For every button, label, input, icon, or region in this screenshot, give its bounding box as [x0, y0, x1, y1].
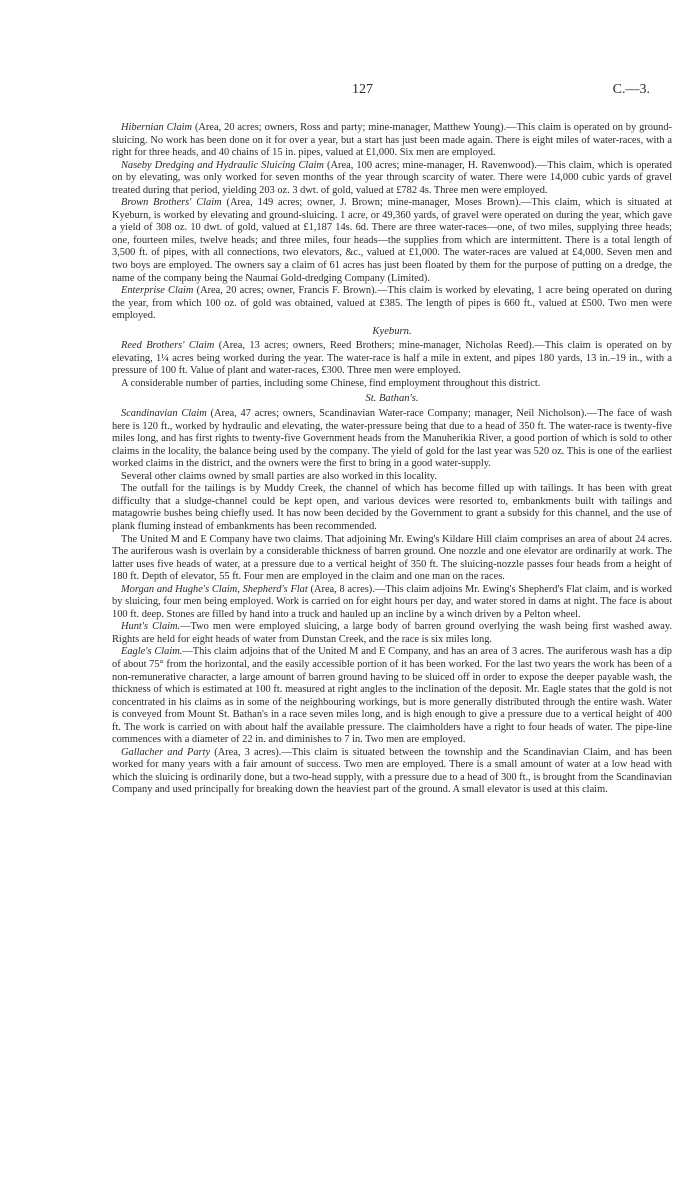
paragraph [112, 378, 672, 391]
paragraph-text: (Area, 20 acres; owner, Francis F. Brown).—This claim is worked by elevating, 1 acre being operated on during the year, from which 100 oz. of gold was obtained, valued at £385. The length of pipes is 660 ft., valued at £500. Two men were employed. [112, 285, 672, 322]
paragraph-text: (Area, 13 acres; owners, Reed Brothers; mine-manager, Nicholas Reed).—This claim is operated on by elevating, 1¼ acres being worked during the year. The water-race is half a mile in extent, and pipes 180 yards, 13 in.–19 in., with a pressure of 100 ft. Value of plant and water-races, £300. Three men were employed. [112, 340, 672, 377]
claim-title: Hibernian Claim [121, 122, 193, 133]
claim-title: Eagle's Claim. [121, 646, 183, 658]
paragraph [112, 621, 672, 646]
paragraph [112, 122, 672, 160]
document-body [112, 122, 672, 797]
paragraph-text: (Area, 47 acres; owners, Scandinavian Water-race Company; manager, Neil Nicholson).—The face of wash here is 120 ft., worked by hydraulic and elevating, the water-pressure being that due to a head of 350 ft. The water-race is twenty-five miles long, and has first rights to twenty-five Government heads from the Manuherikia River, a good portion of which is sold to other claims in the locality, the balance being used by the company. The yield of gold for the last year was 520 oz. This is one of the earliest worked claims in the district, and the owners were the first to bring in a good water-supply. [112, 408, 672, 470]
paragraph [112, 340, 672, 378]
claim-title: Enterprise Claim [121, 285, 194, 297]
paragraph-text: —Two men were employed sluicing, a large body of barren ground overlying the wash being first washed away. Rights are held for eight heads of water from Dunstan Creek, and the race is six miles long. [112, 621, 672, 645]
paragraph-text: A considerable number of parties, including some Chinese, find employment throughout this district. [121, 377, 541, 389]
paragraph [112, 646, 672, 746]
paragraph-text: The outfall for the tailings is by Muddy Creek, the channel of which has become filled up with tailings. It has been with great difficulty that a sludge-channel could be kept open, and various devices were resorted to, embankments built with tailings and matagowrie bushes being chiefly used. It has now been decided by the Government to grant a subsidy for this channel, and the use of plank fluming instead of embankments has been recommended. [112, 483, 672, 532]
paragraph [112, 197, 672, 285]
claim-title: Gallacher and Party [121, 746, 211, 758]
claim-title: Naseby Dredging and Hydraulic Sluicing Claim [121, 159, 324, 171]
paragraph-text: —This claim adjoins that of the United M and E Company, and has an area of 3 acres. The auriferous wash has a dip of about 75° from the horizontal, and the easily accessible portion of it has been worked. For the last two years the work has been of a non-remunerative character, a large amount of barren ground having to be sluiced off in order to expose the deeper payable wash, the thickness of which is estimated at 100 ft. measured at right angles to the inclination of the deposit. Mr. Eagle states that the gold is not concentrated in his claims as in some of the neighbouring workings, but is more generally distributed through the entire wash. Water is conveyed from Mount St. Bathan's in a race seven miles long, and is high enough to give a pressure due to a vertical height of 400 ft. The work is carried on with about half the available pressure. The claimholders have a right to four heads of water. The pipe-line commences with a diameter of 22 in. and diminishes to 7 in. Two men are employed. [112, 646, 672, 746]
paragraph [112, 584, 672, 622]
paragraph-text: Several other claims owned by small parties are also worked in this locality. [121, 470, 437, 482]
paragraph-text: (Area, 149 acres; owner, J. Brown; mine-manager, Moses Brown).—This claim, which is situated at Kyeburn, is worked by elevating and ground-sluicing. 1 acre, or 49,360 yards, of gravel were operated on during the year, which gave a yield of 308 oz. 10 dwt. of gold, valued at £1,187 14s. 6d. There are three water-races—one, of two miles, supplying three heads; one, fourteen miles, twelve heads; and three miles, four heads—the supplies from which are intermittent. There is a total length of 3,500 ft. of pipes, with all connections, two elevators, &c., valued at £1,000. The water-races are valued at £4,000. Seven men and two boys are employed. The owners say a claim of 61 acres has just been floated by them for the purpose of putting on a dredge, the name of the company being the Naumai Gold-dredging Company (Limited). [112, 197, 672, 284]
claim-title: Brown Brothers' Claim [121, 197, 222, 209]
paragraph-text: (Area, 3 acres).—This claim is situated between the township and the Scandinavian Claim, and has been worked for many years with a fair amount of success. Two men are employed. There is a small amount of water at a low head with which the sluicing is ordinarily done, but a two-head supply, with a pressure due to a head of 300 ft., is brought from the Scandinavian Company and used principally for breaking down the heaviest part of the ground. A small elevator is used at this claim. [112, 746, 672, 796]
paragraph [112, 534, 672, 584]
document-reference: C.—3. [612, 82, 650, 97]
paragraph [112, 483, 672, 533]
claim-title: Hunt's Claim. [121, 621, 181, 633]
claim-title: Scandinavian Claim [121, 408, 207, 420]
paragraph [112, 285, 672, 323]
paragraph [112, 408, 672, 471]
paragraph-text: (Area, 100 acres; mine-manager, H. Ravenwood).—This claim, which is operated on by elevating, was only worked for seven months of the year through scarcity of water. There were 14,000 cubic yards of gravel treated during that period, yielding 203 oz. 3 dwt. of gold, valued at £782 4s. Three men were employed. [112, 159, 672, 196]
paragraph-text: (Area, 20 acres; owners, Ross and party; mine-manager, Matthew Young).—This claim is operated on by ground-sluicing. No work has been done on it for over a year, but a start has just been made again. There is eight miles of water-races, with a right for three heads, and 40 chains of 15 in. pipes, valued at £1,000. Six men are employed. [112, 122, 673, 159]
page-header [0, 82, 700, 102]
paragraph-text: The United M and E Company have two claims. That adjoining Mr. Ewing's Kildare Hill claim comprises an area of about 24 acres. The auriferous wash is overlain by a considerable thickness of barren ground. One nozzle and one elevator are ordinarily at work. The latter uses five heads of water, at a pressure due to a vertical height of 350 ft. The sluicing-nozzle passes four heads from a height of 180 ft. Depth of elevator, 55 ft. Four men are employed in the claim and one man on the races. [112, 533, 672, 583]
paragraph [112, 160, 672, 198]
page-number: 127 [352, 82, 373, 97]
claim-title: Reed Brothers' Claim [121, 340, 215, 352]
section-heading: St. Bathan's. [365, 393, 419, 405]
paragraph [112, 747, 672, 797]
paragraph [112, 471, 672, 484]
claim-title: Morgan and Hughe's Claim, Shepherd's Flat [121, 583, 308, 595]
paragraph-text: (Area, 8 acres).—This claim adjoins Mr. Ewing's Shepherd's Flat claim, and is worked by sluicing, four men being employed. Work is carried on for eight hours per day, and water stored in dams at night. The face is about 100 ft. deep. Stones are filled by hand into a truck and hauled up an incline by a winch driven by a Pelton wheel. [112, 583, 673, 620]
section-heading: Kyeburn. [372, 325, 412, 337]
